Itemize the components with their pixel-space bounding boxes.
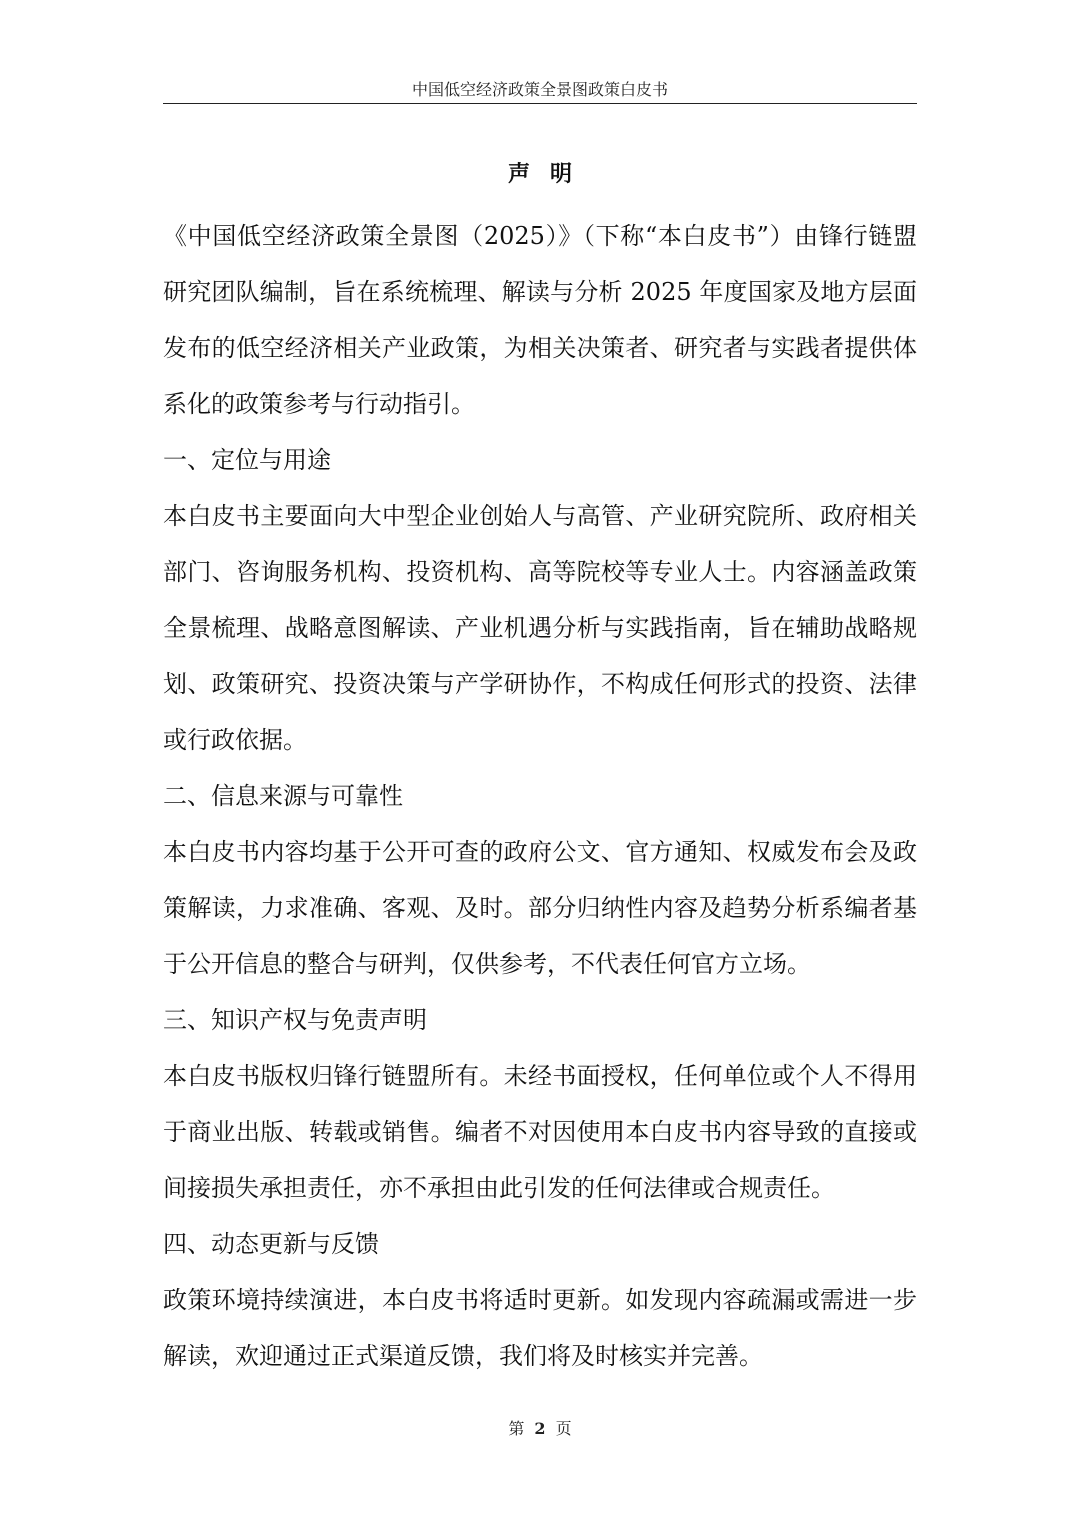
section-heading-updates: 四、动态更新与反馈 [163, 1230, 379, 1258]
page-label-prefix: 第 [508, 1419, 525, 1438]
document-body [163, 208, 917, 1384]
section-heading-sources: 二、信息来源与可靠性 [163, 782, 403, 810]
running-header: 中国低空经济政策全景图政策白皮书 [411, 80, 668, 99]
section-heading-positioning: 一、定位与用途 [163, 446, 331, 474]
section-body-updates: 政策环境持续演进，本白皮书将适时更新。如发现内容疏漏或需进一步解读，欢迎通过正式渠道反馈，我们将及时核实并完善。 [163, 1286, 917, 1370]
intro-paragraph: 《中国低空经济政策全景图（2025）》（下称“本白皮书”）由锋行链盟研究团队编制，旨在系统梳理、解读与分析 2025 年度国家及地方层面发布的低空经济相关产业政策，为相关决策者、研究者与实践者提供体系化的政策参考与行动指引。 [163, 222, 917, 418]
section-body-positioning: 本白皮书主要面向大中型企业创始人与高管、产业研究院所、政府相关部门、咨询服务机构、投资机构、高等院校等专业人士。内容涵盖政策全景梳理、战略意图解读、产业机遇分析与实践指南，旨在辅助战略规划、政策研究、投资决策与产学研协作，不构成任何形式的投资、法律或行政依据。 [163, 502, 917, 754]
document-title: 声明 [507, 160, 592, 187]
page-label-suffix: 页 [555, 1419, 572, 1438]
section-heading-ip-disclaimer: 三、知识产权与免责声明 [163, 1006, 427, 1034]
section-body-ip-disclaimer: 本白皮书版权归锋行链盟所有。未经书面授权，任何单位或个人不得用于商业出版、转载或销售。编者不对因使用本白皮书内容导致的直接或间接损失承担责任，亦不承担由此引发的任何法律或合规责任。 [163, 1062, 917, 1202]
section-body-sources: 本白皮书内容均基于公开可查的政府公文、官方通知、权威发布会及政策解读，力求准确、客观、及时。部分归纳性内容及趋势分析系编者基于公开信息的整合与研判，仅供参考，不代表任何官方立场。 [163, 838, 917, 978]
header-divider [163, 103, 917, 104]
page-number: 2 [534, 1419, 546, 1438]
page-footer [163, 1419, 917, 1439]
